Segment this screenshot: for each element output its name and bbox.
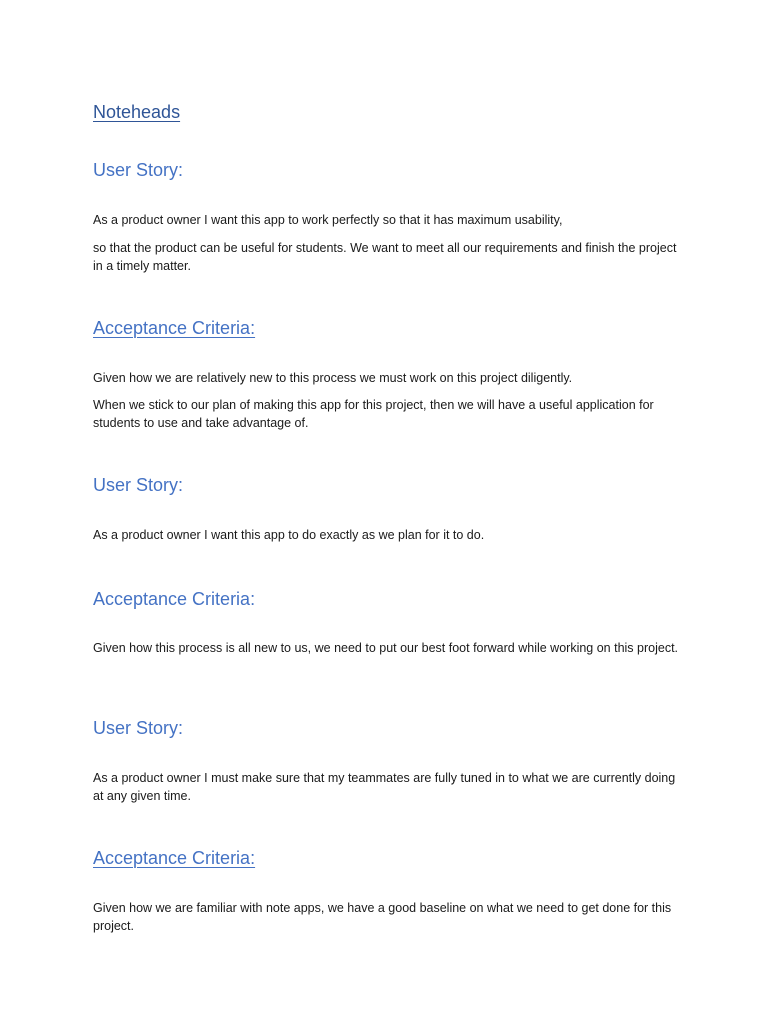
section-heading-user-story-1: User Story: bbox=[93, 160, 184, 180]
paragraph: As a product owner I must make sure that my teammates are fully tuned in to what we are currently doing at any given time. bbox=[93, 771, 676, 803]
paragraph: Given how this process is all new to us, we need to put our best foot forward while working on this project. bbox=[93, 641, 679, 655]
paragraph: As a product owner I want this app to work perfectly so that it has maximum usability, bbox=[93, 213, 563, 227]
paragraph: When we stick to our plan of making this app for this project, then we will have a useful application for students to use and take advantage of. bbox=[93, 398, 654, 430]
paragraph: Given how we are relatively new to this process we must work on this project diligently. bbox=[93, 371, 573, 385]
section-heading-user-story-3: User Story: bbox=[93, 718, 184, 738]
section-heading-acceptance-criteria-2: Acceptance Criteria: bbox=[93, 589, 256, 609]
section-heading-acceptance-criteria-1: Acceptance Criteria: bbox=[93, 318, 256, 338]
paragraph: Given how we are familiar with note apps, we have a good baseline on what we need to get done for this project. bbox=[93, 901, 672, 933]
section-heading-user-story-2: User Story: bbox=[93, 475, 184, 495]
paragraph: so that the product can be useful for students. We want to meet all our requirements and finish the project in a timely matter. bbox=[93, 241, 677, 273]
document-title: Noteheads bbox=[93, 102, 181, 122]
section-heading-acceptance-criteria-3: Acceptance Criteria: bbox=[93, 848, 256, 868]
paragraph: As a product owner I want this app to do exactly as we plan for it to do. bbox=[93, 528, 485, 542]
